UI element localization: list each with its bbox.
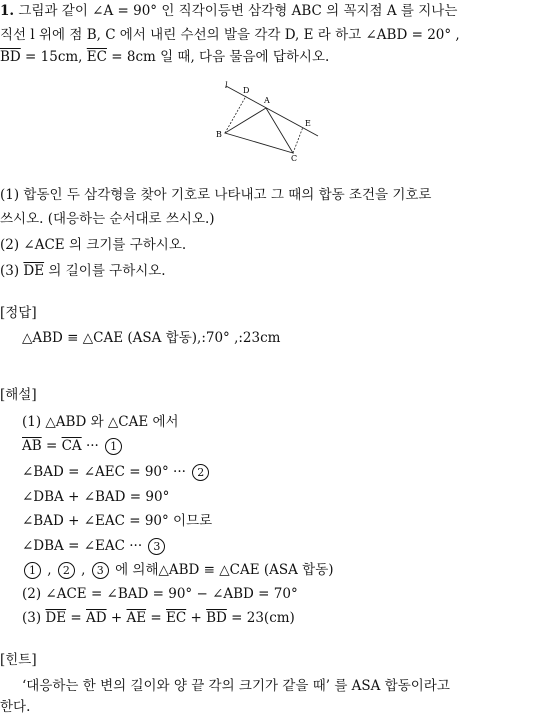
segment-ec-2: $\overline{EC}$ [166,610,187,626]
label-a: A [264,96,270,105]
question-1-line-2: 쓰시오. (대응하는 순서대로 쓰시오.) [0,211,215,227]
equals-1: = [66,610,87,626]
dots: ··· [81,438,104,454]
segment-bd-2: $\overline{BD}$ [206,610,227,626]
explanation-line-9-prefix: (3) [22,610,46,626]
explanation-line-1: (1) △ABD 와 △CAE 에서 [22,414,179,430]
triangle-figure [210,80,325,165]
explanation-line-3-text: ∠BAD = ∠AEC = 90° ··· [22,464,191,480]
label-d: D [243,86,250,95]
answer-heading: [정답] [0,305,37,321]
separator-1: , [43,562,52,578]
explanation-line-2 [22,436,124,456]
explanation-line-7 [22,560,334,580]
explanation-line-7-text: 에 의해△ABD ≡ △CAE (ASA 합동) [110,562,334,578]
circled-3-ref: 3 [92,562,109,579]
plus-2: + [186,610,207,626]
hint-line-2: 한다. [0,699,31,715]
answer-text: △ABD ≡ △CAE (ASA 합동),:70° ,:23cm [22,330,281,346]
segment-de: $\overline{DE}$ [23,263,45,279]
equals-sign: = [41,438,62,454]
explanation-line-9-end: = 23(cm) [226,610,295,626]
explanation-line-8: (2) ∠ACE = ∠BAD = 90° − ∠ABD = 70° [22,586,298,602]
segment-bd: $\overline{BD}$ [0,49,21,65]
label-c: C [291,154,298,163]
circled-3: 3 [148,538,165,555]
line-l [226,86,318,136]
question-1-line-1: (1) 합동인 두 삼각형을 찾아 기호로 나타내고 그 때의 합동 조건을 기호로 [0,187,432,203]
circled-2-ref: 2 [58,562,75,579]
circled-1-ref: 1 [24,562,41,579]
segment-ab: $\overline{AB}$ [22,438,42,454]
segment-ad: $\overline{AD}$ [86,610,107,626]
explanation-line-9 [22,608,295,628]
segment-ae: $\overline{AE}$ [126,610,147,626]
explanation-line-6-text: ∠DBA = ∠EAC ··· [22,538,147,554]
question-2: (2) ∠ACE 의 크기를 구하시오. [0,237,187,253]
equals-2: = [146,610,167,626]
explanation-line-3 [22,462,211,482]
label-l: l [225,81,228,90]
segment-de-2: $\overline{DE}$ [45,610,67,626]
label-b: B [216,130,222,139]
problem-text-3b: = 8cm 일 때, 다음 물음에 답하시오. [106,49,330,65]
perpendicular-bd [225,96,246,133]
question-3 [0,261,166,281]
explanation-line-4: ∠DBA + ∠BAD = 90° [22,489,170,505]
problem-line-1 [0,1,457,21]
question-3-suffix: 의 길이를 구하시오. [44,263,166,279]
hint-line-1: ‘대응하는 한 변의 길이와 양 끝 각의 크기가 같을 때’ 를 ASA 합동이라고 [22,678,450,694]
separator-2: , [76,562,86,578]
problem-text-3a: = 15cm, [20,49,87,65]
explanation-heading: [해설] [0,387,37,403]
explanation-line-6 [22,536,167,556]
segment-ec: $\overline{EC}$ [86,49,107,65]
plus-1: + [106,610,127,626]
triangle-abc [225,108,293,153]
problem-text-1: 그림과 같이 ∠A = 90° 인 직각이등변 삼각형 ABC 의 꼭지점 A 를 지나는 [18,3,458,19]
segment-ca: $\overline{CA}$ [61,438,82,454]
problem-number: 1. [0,3,15,19]
problem-line-3 [0,47,329,67]
perpendicular-ce [293,127,303,153]
circled-2: 2 [192,464,209,481]
label-e: E [305,119,311,128]
question-3-prefix: (3) [0,263,24,279]
explanation-line-5: ∠BAD + ∠EAC = 90° 이므로 [22,513,213,529]
hint-heading: [힌트] [0,652,37,668]
problem-line-2: 직선 l 위에 점 B, C 에서 내린 수선의 발을 각각 D, E 라 하고 ∠ABD = 20° , [0,27,460,43]
circled-1: 1 [105,438,122,455]
